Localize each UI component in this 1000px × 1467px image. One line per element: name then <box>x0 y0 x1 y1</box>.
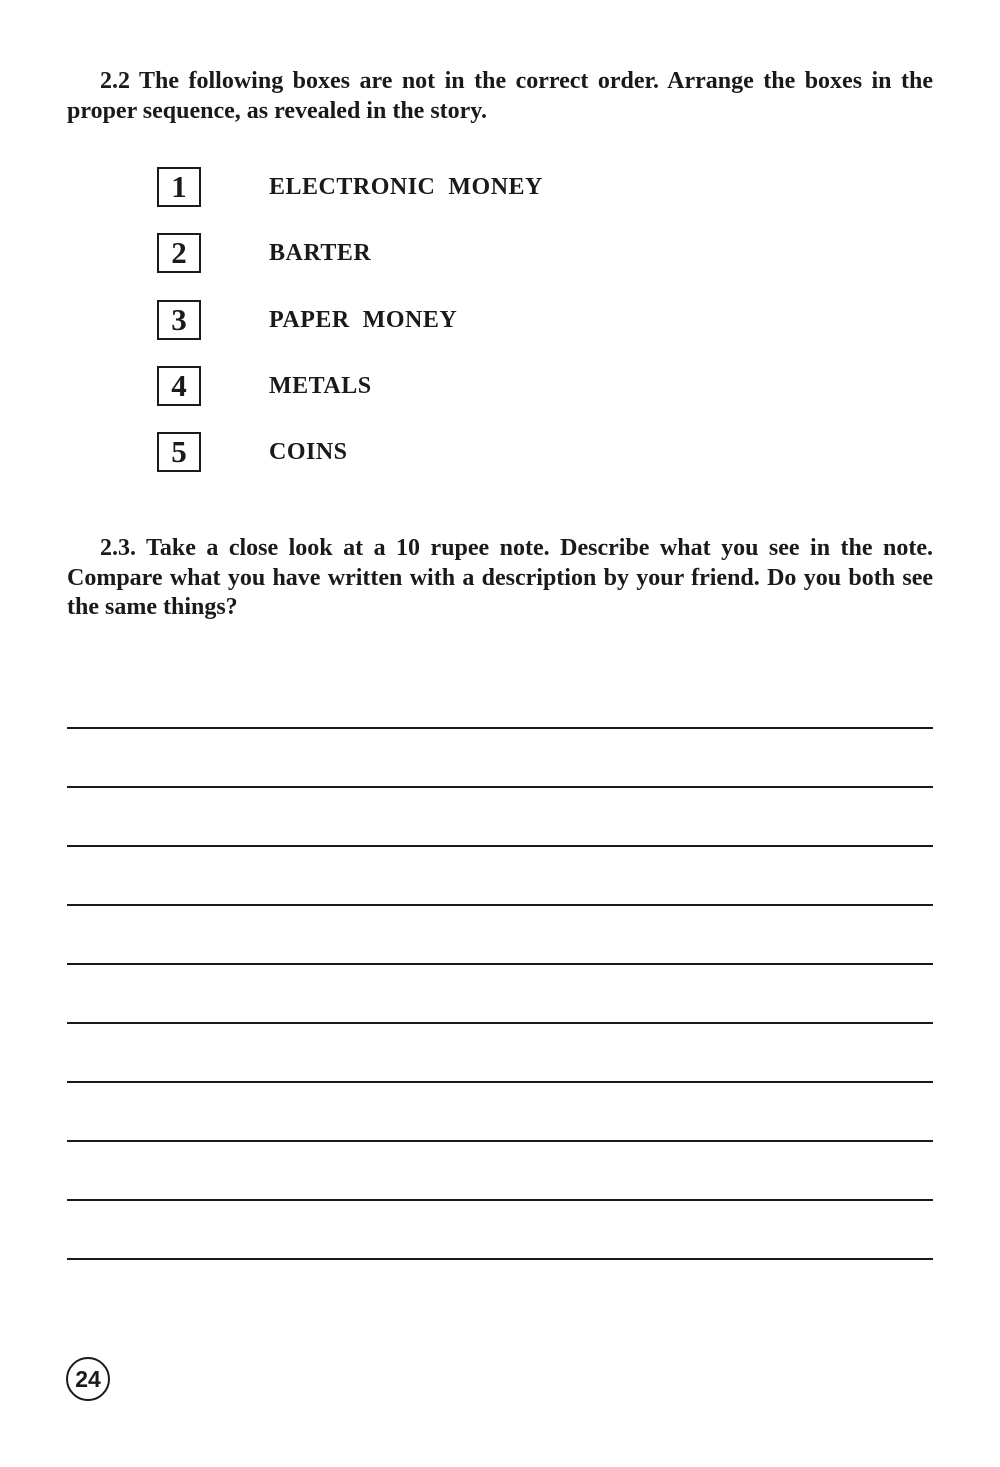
answer-line[interactable] <box>67 1022 933 1024</box>
sequence-label: BARTER <box>269 240 372 267</box>
sequence-number-box: 5 <box>157 432 201 472</box>
answer-line[interactable] <box>67 963 933 965</box>
question-2-3-text: 2.3. Take a close look at a 10 rupee note. Describe what you see in the note. Compare what you have written with a description by your friend. Do you both see the same things? <box>67 535 933 620</box>
sequence-label: COINS <box>269 439 348 466</box>
sequence-number-box: 3 <box>157 300 201 340</box>
sequence-item <box>157 366 657 432</box>
sequence-item <box>157 432 657 498</box>
sequence-item <box>157 300 657 366</box>
answer-line[interactable] <box>67 904 933 906</box>
answer-line[interactable] <box>67 1081 933 1083</box>
sequence-number-box: 1 <box>157 167 201 207</box>
sequence-item <box>157 233 657 299</box>
answer-line[interactable] <box>67 727 933 729</box>
sequence-label: PAPER MONEY <box>269 306 458 333</box>
answer-line[interactable] <box>67 1258 933 1260</box>
sequence-list <box>157 167 657 498</box>
answer-line[interactable] <box>67 1140 933 1142</box>
sequence-number-box: 4 <box>157 366 201 406</box>
answer-line[interactable] <box>67 845 933 847</box>
sequence-label: METALS <box>269 372 372 399</box>
sequence-item <box>157 167 657 233</box>
answer-line[interactable] <box>67 1199 933 1201</box>
sequence-label: ELECTRONIC MONEY <box>269 174 543 200</box>
page-number: 24 <box>66 1357 110 1401</box>
answer-line[interactable] <box>67 786 933 788</box>
sequence-number-box: 2 <box>157 233 201 273</box>
question-2-2-text: 2.2 The following boxes are not in the correct order. Arrange the boxes in the proper sequence, as revealed in the story. <box>67 68 933 124</box>
